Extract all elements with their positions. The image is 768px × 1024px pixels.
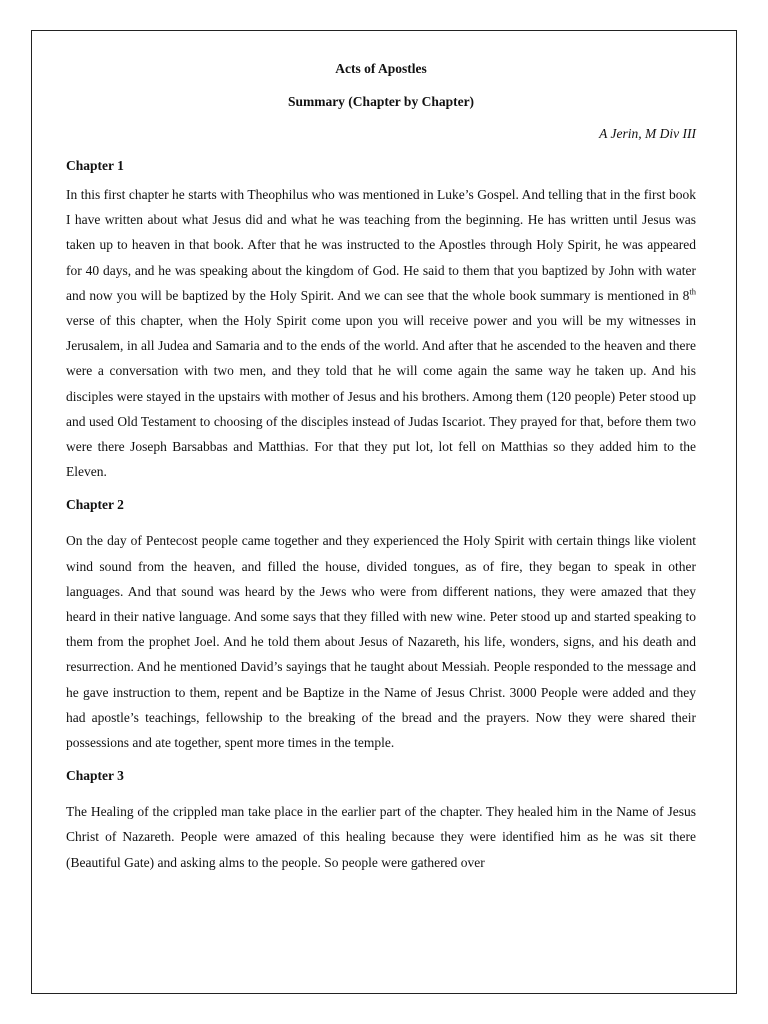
- document-title: Acts of Apostles: [335, 61, 427, 76]
- document-body: [66, 56, 696, 875]
- chapter-1-heading: Chapter 1: [66, 158, 124, 173]
- document-subtitle: Summary (Chapter by Chapter): [287, 94, 475, 109]
- chapter-3-heading: Chapter 3: [66, 768, 124, 784]
- chapter-1-paragraph: [66, 182, 696, 484]
- author-line: A Jerin, M Div III: [599, 126, 696, 141]
- chapter-2-heading: Chapter 2: [66, 497, 124, 513]
- ordinal-superscript: th: [689, 286, 696, 297]
- chapter-2-paragraph: On the day of Pentecost people came together and they experienced the Holy Spirit with certain things like violent wind sound from the heaven, and filled the house, divided tongues, as of fire, they began to speak in other languages. And that sound was heard by the Jews who were from different nations, they were amazed that they heard in their native language. And some says that they filled with new wine. Peter stood up and started speaking to them from the prophet Joel. And he told them about Jesus of Nazareth, his life, wonders, signs, and his death and resurrection. And he mentioned David’s sayings that he taught about Messiah. People responded to the message and he gave instruction to them, repent and be Baptize in the Name of Jesus Christ. 3000 People were added and they had apostle’s teachings, fellowship to the breaking of the bread and the prayers. Now they were shared their possessions and ate together, spent more times in the temple.: [66, 533, 696, 751]
- chapter-3-paragraph: The Healing of the crippled man take place in the earlier part of the chapter. They healed him in the Name of Jesus Christ of Nazareth. People were amazed of this healing because they were identified him as he was sit there (Beautiful Gate) and asking alms to the people. So people were gathered over: [66, 804, 696, 870]
- chapter-1-text-part-2: verse of this chapter, when the Holy Spirit come upon you will receive power and you will be my witnesses in Jerusalem, in all Judea and Samaria and to the ends of the world. And after that he ascended to the heaven and there were a conversation with two men, and they told that he will come again the same way he taken up. And his disciples were stayed in the upstairs with mother of Jesus and his brothers. Among them (120 people) Peter stood up and used Old Testament to choosing of the disciples instead of Judas Iscariot. They prayed for that, before them two were there Joseph Barsabbas and Matthias. For that they put lot, lot fell on Matthias so they added him to the Eleven.: [66, 313, 696, 480]
- chapter-1-text-part-1: In this first chapter he starts with Theophilus who was mentioned in Luke’s Gospel. And telling that in the first book I have written about what Jesus did and what he was teaching from the beginning. He has written until Jesus was taken up to heaven in that book. After that he was instructed to the Apostles through Holy Spirit, he was appeared for 40 days, and he was speaking about the kingdom of God. He said to them that you baptized by John with water and now you will be baptized by the Holy Spirit. And we can see that the whole book summary is mentioned in 8: [66, 187, 696, 303]
